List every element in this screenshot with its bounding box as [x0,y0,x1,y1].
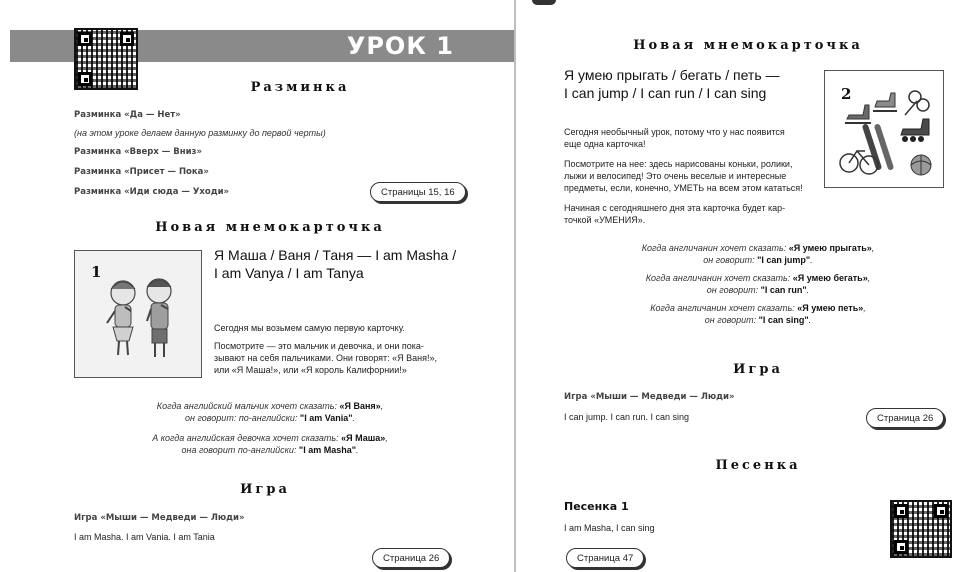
game-text-right: I can jump. I can run. I can sing [564,412,690,422]
lesson-title: УРОК 1 [346,32,454,60]
card-1-para2-line2: зывают на себя пальчиками. Они говорят: «Я Ваня!», [214,353,437,363]
card-1-para2-line3: или «Я Маша!», или «Я король Калифорнии!» [214,365,407,375]
right-page [518,0,974,572]
card-2-para2-line2: лыжи и велосипед! Это очень веселые и интересные [564,171,787,181]
card-number: 1 [91,263,102,281]
game-text: I am Masha. I am Vania. I am Tania [74,532,215,542]
card-number: 2 [841,85,852,103]
warmup-pages-badge[interactable]: Страницы 15, 16 [370,182,466,202]
page-divider [514,0,516,572]
game-title-right: Игра «Мыши — Медведи — Люди» [564,392,735,402]
qr-code-icon[interactable] [890,500,952,558]
children-pointing-illustration [75,251,201,377]
jump-sentence: Когда англичанин хочет сказать: «Я умею прыгать», он говорит: "I can jump". [641,243,875,265]
card-2-title-line1: Я умею прыгать / бегать / петь — [564,67,780,83]
warmup-item-1: Разминка «Да — Нет» [74,110,181,120]
game-heading-right: Игра [733,362,783,377]
song-heading: Песенка [715,458,801,473]
song-title: Песенка 1 [564,500,629,513]
card-1-para2-line1: Посмотрите — это мальчик и девочка, и они пока- [214,341,424,351]
qr-code-icon[interactable] [74,28,138,90]
warmup-item-2: Разминка «Вверх — Вниз» [74,147,202,157]
game-title: Игра «Мыши — Медведи — Люди» [74,513,245,523]
boy-sentence: Когда английский мальчик хочет сказать: «Я Ваня», он говорит: по-английски: "I am Vania". [156,401,384,423]
warmup-heading: Разминка [250,80,350,95]
card-1-para1: Сегодня мы возьмем самую первую карточку. [214,323,405,333]
new-card-heading-right: Новая мнемокарточка [633,38,863,53]
girl-sentence: А когда английская девочка хочет сказать: «Я Маша», она говорит по-английски: "I am Masha". [152,433,388,455]
card-1-title-line2: I am Vanya / I am Tanya [214,265,364,281]
game-heading: Игра [240,482,290,497]
card-2-para2-line1: Посмотрите на нее: здесь нарисованы коньки, ролики, [564,159,793,169]
card-1-illustration [74,250,202,378]
sports-equipment-illustration [825,71,943,187]
warmup-note: (на этом уроке делаем данную разминку до первой черты) [74,128,326,138]
run-sentence: Когда англичанин хочет сказать: «Я умею бегать», он говорит: "I can run". [645,273,871,295]
song-text: I am Masha, I can sing [564,523,655,533]
card-1-title-line1: Я Маша / Ваня / Таня — I am Masha / [214,247,457,263]
game-page-badge[interactable]: Страница 26 [372,548,450,568]
sing-sentence: Когда англичанин хочет сказать: «Я умею петь», он говорит: "I can sing". [650,303,866,325]
card-2-para3-line2: точкой «УМЕНИЯ». [564,215,646,225]
card-2-para1-line2: еще одна карточка! [564,139,646,149]
card-2-illustration [824,70,944,188]
game-page-badge-right[interactable]: Страница 26 [866,408,944,428]
card-2-para1-line1: Сегодня необычный урок, потому что у нас появится [564,127,785,137]
card-2-title-line2: I can jump / I can run / I can sing [564,85,767,101]
warmup-item-4: Разминка «Иди сюда — Уходи» [74,187,230,197]
card-2-para2-line3: предметы, если, конечно, УМЕТЬ на всем этом кататься! [564,183,803,193]
warmup-item-3: Разминка «Присет — Пока» [74,167,209,177]
song-page-badge[interactable]: Страница 47 [566,548,644,568]
new-card-heading: Новая мнемокарточка [155,220,385,235]
card-2-para3-line1: Начиная с сегодняшнего дня эта карточка будет кар- [564,203,786,213]
